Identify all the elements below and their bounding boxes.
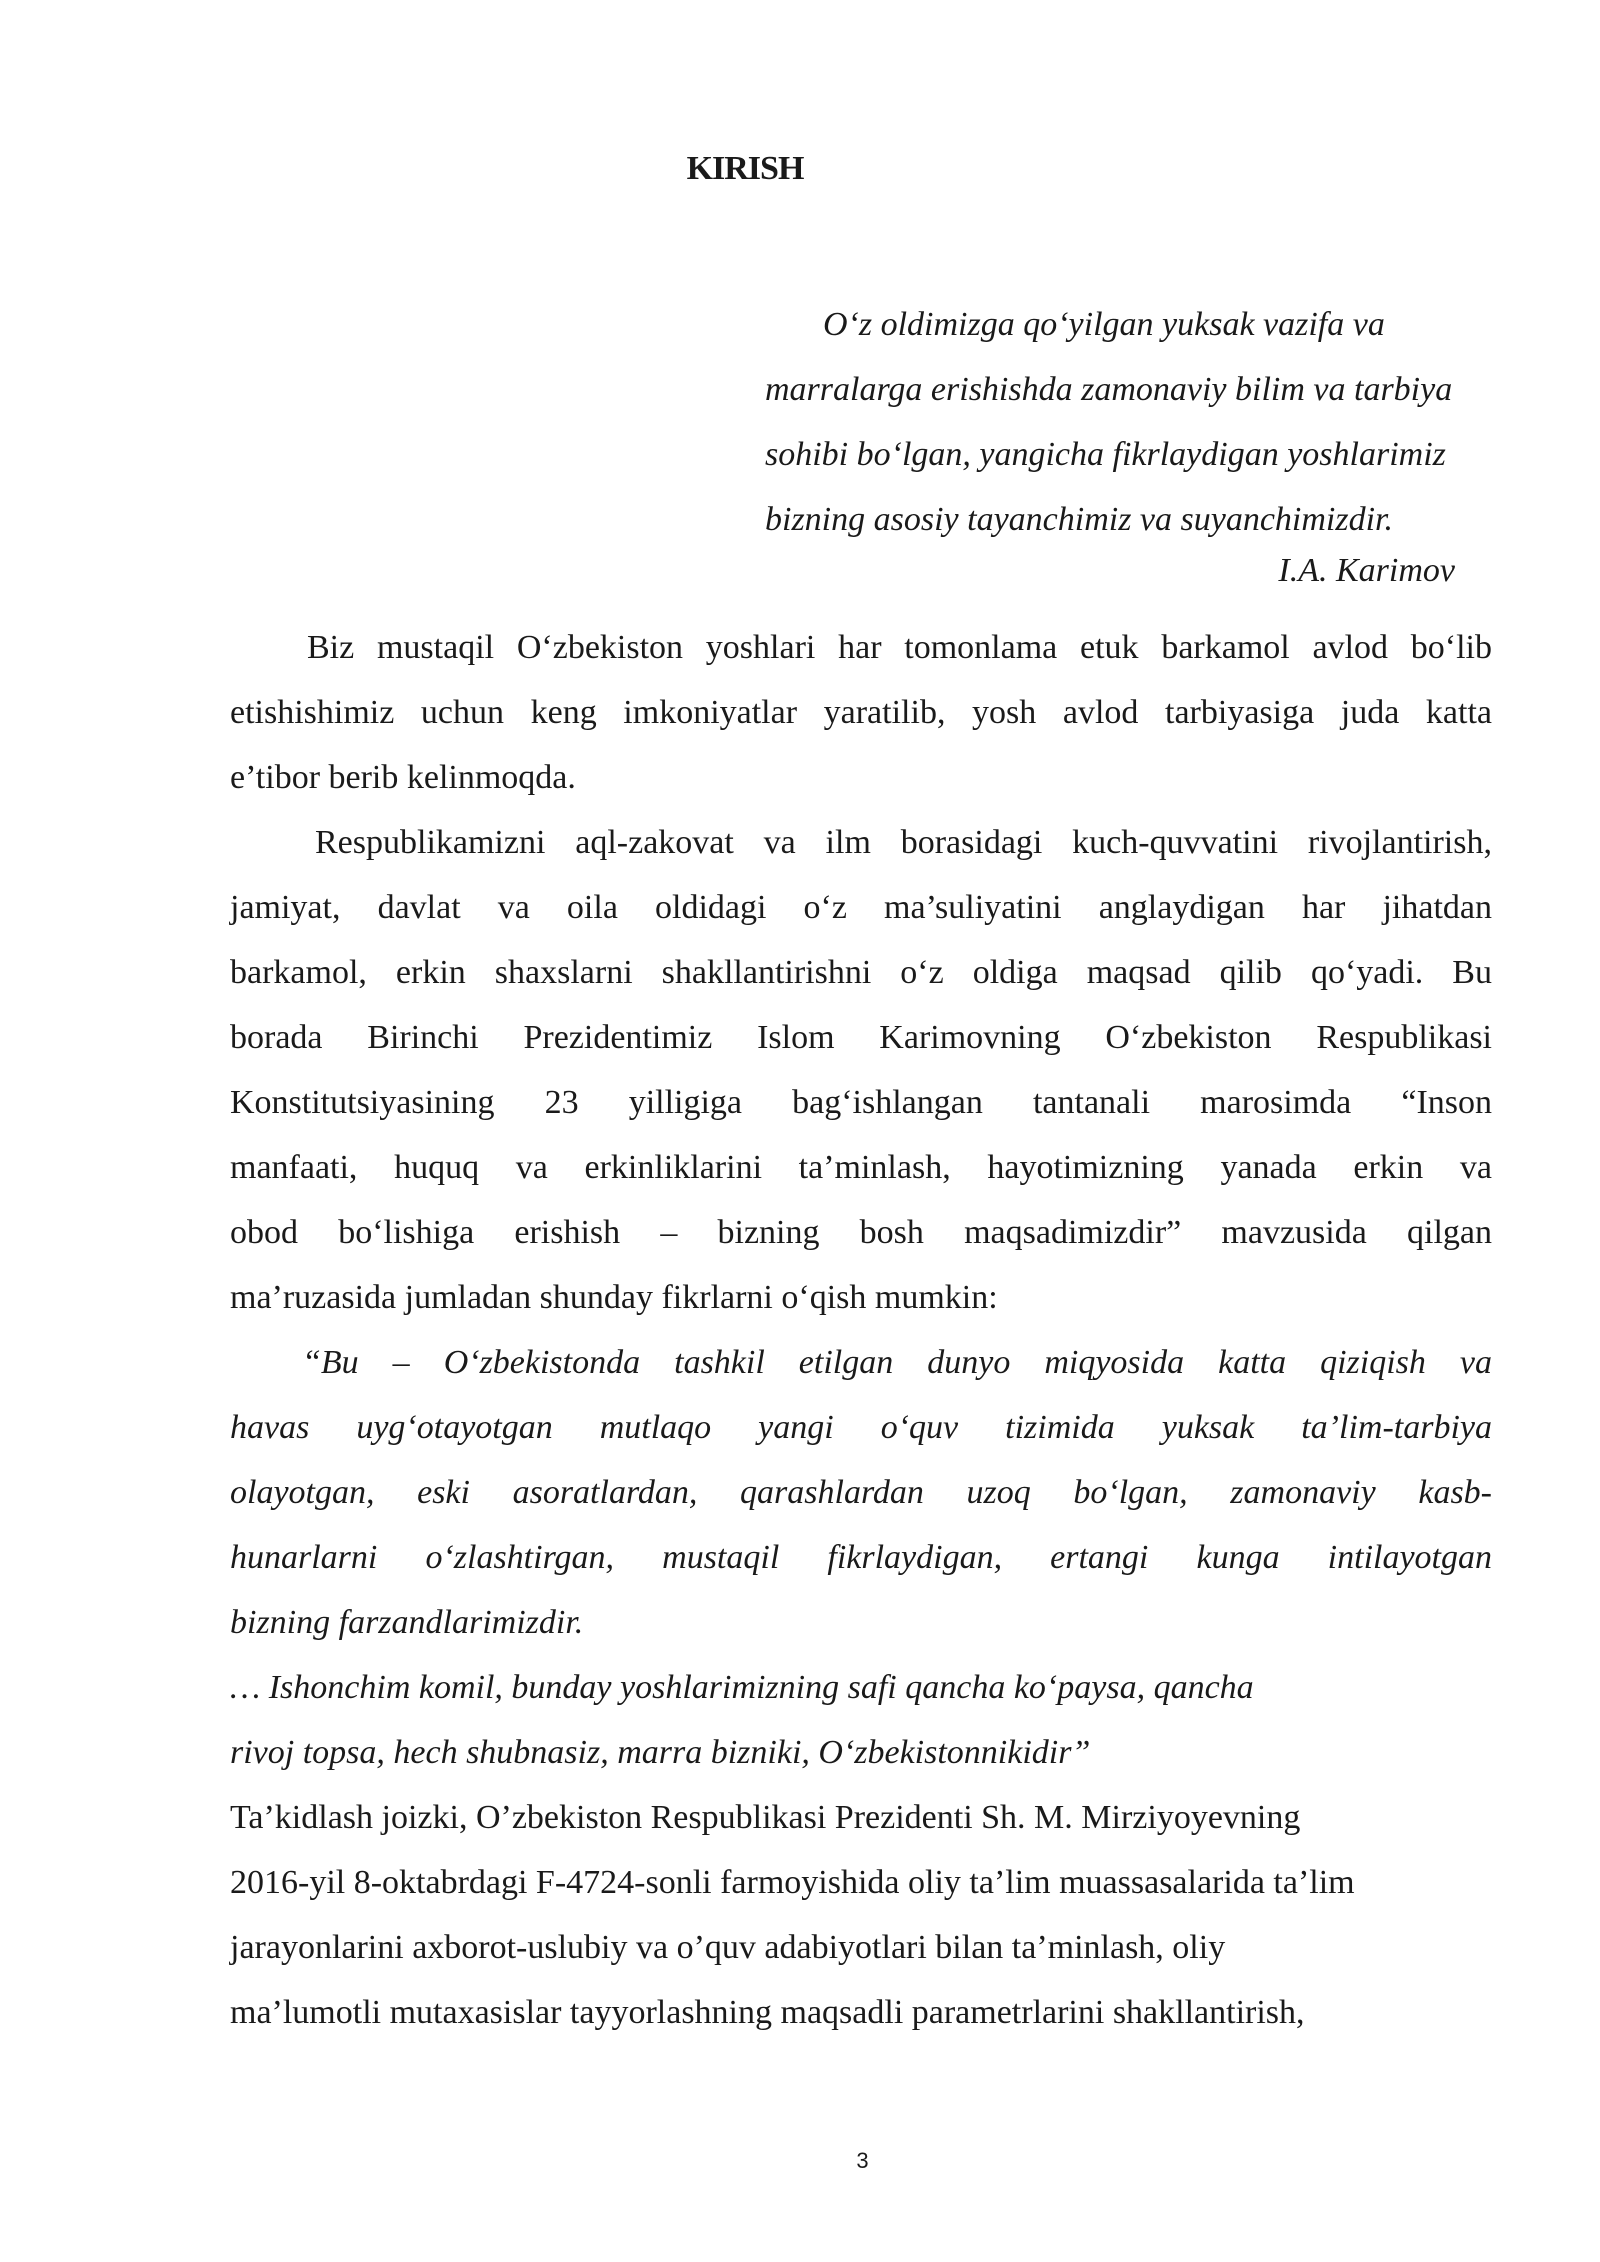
paragraph-line: ma’lumotli mutaxasislar tayyorlashning maqsadli parametrlarini shakllantirish, [230, 1994, 1305, 2031]
quote-line: “Bu – O‘zbekistonda tashkil etilgan dunyo miqyosida katta qiziqish va [302, 1344, 1492, 1381]
epigraph [765, 292, 1535, 552]
paragraph-line: obod bo‘lishiga erishish – bizning bosh maqsadimizdir” mavzusida qilgan [230, 1214, 1492, 1251]
quote-line: bizning farzandlarimizdir. [230, 1604, 584, 1641]
epigraph-line: bizning asosiy tayanchimiz va suyanchimizdir. [765, 501, 1394, 538]
paragraph-line: Biz mustaqil O‘zbekiston yoshlari har tomonlama etuk barkamol avlod bo‘lib [307, 629, 1492, 666]
quote-line: olayotgan, eski asoratlardan, qarashlardan uzoq bo‘lgan, zamonaviy kasb- [230, 1474, 1492, 1511]
paragraph-line: borada Birinchi Prezidentimiz Islom Karimovning O‘zbekiston Respublikasi [230, 1019, 1492, 1056]
paragraph-line: etishishimiz uchun keng imkoniyatlar yaratilib, yosh avlod tarbiyasiga juda katta [230, 694, 1492, 731]
paragraph-line: barkamol, erkin shaxslarni shakllantirishni o‘z oldiga maqsad qilib qo‘yadi. Bu [230, 954, 1492, 991]
paragraph-line: Konstitutsiyasining 23 yilligiga bag‘ishlangan tantanali marosimda “Inson [230, 1084, 1492, 1121]
paragraph-line: Ta’kidlash joizki, O’zbekiston Respublikasi Prezidenti Sh. M. Mirziyoyevning [230, 1799, 1301, 1836]
body-text [230, 615, 1492, 2045]
paragraph-line: e’tibor berib kelinmoqda. [230, 759, 576, 796]
paragraph-line: 2016-yil 8-oktabrdagi F-4724-sonli farmoyishida oliy ta’lim muassasalarida ta’lim [230, 1864, 1355, 1901]
epigraph-line: marralarga erishishda zamonaviy bilim va tarbiya [765, 371, 1453, 408]
quote-line: hunarlarni o‘zlashtirgan, mustaqil fikrlaydigan, ertangi kunga intilayotgan [230, 1539, 1492, 1576]
page-heading: KIRISH [686, 150, 804, 187]
page-number: 3 [856, 2148, 869, 2173]
quote-line: havas uyg‘otayotgan mutlaqo yangi o‘quv tizimida yuksak ta’lim-tarbiya [230, 1409, 1492, 1446]
quote-line: rivoj topsa, hech shubnasiz, marra bizniki, O‘zbekistonnikidir” [230, 1734, 1091, 1771]
epigraph-line: sohibi bo‘lgan, yangicha fikrlaydigan yoshlarimiz [765, 436, 1446, 473]
quote-line: … Ishonchim komil, bunday yoshlarimizning safi qancha ko‘paysa, qancha [230, 1669, 1254, 1706]
paragraph-line: manfaati, huquq va erkinliklarini ta’minlash, hayotimizning yanada erkin va [230, 1149, 1492, 1186]
epigraph-author: I.A. Karimov [1278, 552, 1455, 589]
epigraph-line: O‘z oldimizga qo‘yilgan yuksak vazifa va [823, 306, 1385, 343]
paragraph-line: Respublikamizni aql-zakovat va ilm borasidagi kuch-quvvatini rivojlantirish, [315, 824, 1492, 861]
paragraph-line: ma’ruzasida jumladan shunday fikrlarni o‘qish mumkin: [230, 1279, 998, 1316]
paragraph-line: jarayonlarini axborot-uslubiy va o’quv adabiyotlari bilan ta’minlash, oliy [230, 1929, 1226, 1966]
paragraph-line: jamiyat, davlat va oila oldidagi o‘z ma’suliyatini anglaydigan har jihatdan [230, 889, 1492, 926]
